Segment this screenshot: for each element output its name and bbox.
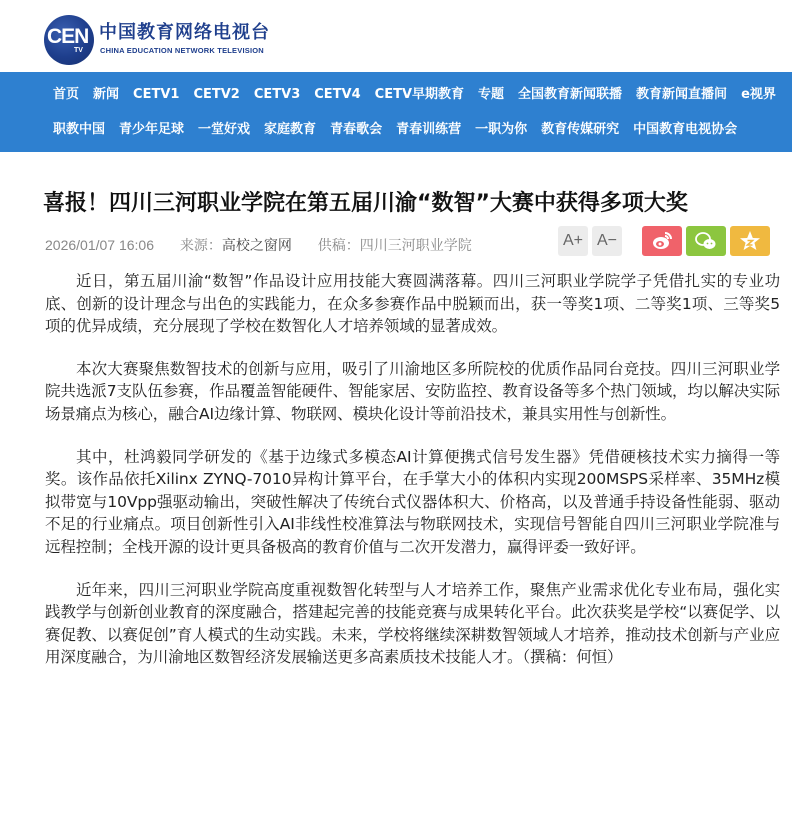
contributor-label: 供稿： (317, 237, 360, 253)
nav-item-cetv-association[interactable]: 中国教育电视协会 (633, 122, 738, 137)
wechat-icon (694, 229, 718, 253)
share-wechat-button[interactable] (686, 226, 726, 256)
nav-item-education-media-research[interactable]: 教育传媒研究 (541, 122, 620, 137)
logo-english-name: CHINA EDUCATION NETWORK TELEVISION (100, 46, 264, 55)
source-label: 来源： (179, 237, 222, 253)
nav-item-youth-concert[interactable]: 青春歌会 (330, 122, 383, 137)
article-paragraph: 近年来，四川三河职业学院高度重视数智化转型与人才培养工作，聚焦产业需求优化专业布局，强化实践教学与创新创业教育的深度融合，搭建起完善的技能竞赛与成果转化平台。此次获奖是学校“以赛促学、以赛促教、以赛促创”育人模式的生动实践。未来，学校将继续深耕数智领域人才培养，推动技术创新与产业应用深度融合，为川渝地区数智经济发展输送更多高素质技术技能人才。（撰稿：何恒） (45, 580, 780, 667)
contributor (318, 237, 472, 253)
nav-row-primary (53, 86, 790, 104)
font-increase-button[interactable]: A+ (558, 226, 588, 256)
nav-item-news[interactable]: 新闻 (93, 87, 120, 102)
nav-item-national-education-news[interactable]: 全国教育新闻联播 (518, 87, 623, 102)
nav-item-cetv-early-education[interactable]: CETV早期教育 (374, 87, 465, 102)
font-decrease-button[interactable]: A− (592, 226, 622, 256)
contributor-value: 四川三河职业学院 (359, 237, 472, 253)
nav-item-career-for-you[interactable]: 一职为你 (475, 122, 528, 137)
share-qzone-button[interactable] (730, 226, 770, 256)
nav-item-vocational-china[interactable]: 职教中国 (53, 122, 106, 137)
article-meta (45, 235, 494, 255)
nav-item-youth-football[interactable]: 青少年足球 (119, 122, 185, 137)
nav-item-e-vision[interactable]: e视界 (741, 87, 776, 102)
main-nav (0, 72, 792, 152)
logo-mark: CEN (47, 25, 89, 48)
nav-item-family-education[interactable]: 家庭教育 (264, 122, 317, 137)
nav-item-youth-camp[interactable]: 青春训练营 (396, 122, 462, 137)
site-header (0, 0, 792, 72)
nav-item-good-class[interactable]: 一堂好戏 (198, 122, 251, 137)
article-body (45, 270, 780, 689)
cetv-logo-icon[interactable] (44, 15, 94, 65)
source (180, 237, 292, 253)
nav-item-cetv2[interactable]: CETV2 (193, 87, 240, 102)
source-value: 高校之窗网 (221, 237, 292, 253)
nav-row-secondary (53, 121, 751, 139)
qzone-icon (738, 229, 762, 253)
article-paragraph: 其中，杜鸿毅同学研发的《基于边缘式多模态AI计算便携式信号发生器》凭借硬核技术实力摘得一等奖。该作品依托Xilinx ZYNQ-7010异构计算平台，在手掌大小的体积内实现200MSPS采样率、35MHz模拟带宽与10Vpp强驱动输出，突破性解决了传统台式仪器体积大、价格高，以及普通手持设备性能弱、驱动不足的行业痛点。项目创新性引入AI非线性校准算法与物联网技术，实现信号智能自四川三河职业学院准与远程控制；全栈开源的设计更具备极高的教育价值与二次开发潜力，赢得评委一致好评。 (45, 447, 780, 556)
nav-item-cetv3[interactable]: CETV3 (253, 87, 301, 102)
nav-item-education-news-live[interactable]: 教育新闻直播间 (636, 87, 728, 102)
article-paragraph: 本次大赛聚焦数智技术的创新与应用，吸引了川渝地区多所院校的优质作品同台竞技。四川三河职业学院共选派7支队伍参赛，作品覆盖智能硬件、智能家居、安防监控、教育设备等多个热门领域，均以解决实际场景痛点为核心，融合AI边缘计算、物联网、模块化设计等前沿技术，兼具实用性与创新性。 (45, 359, 780, 423)
nav-item-cetv1[interactable]: CETV1 (133, 87, 180, 102)
nav-item-topics[interactable]: 专题 (478, 87, 505, 102)
share-weibo-button[interactable] (642, 226, 682, 256)
logo-chinese-name[interactable]: 中国教育网络电视台 (99, 22, 270, 43)
publish-datetime: 2026/01/07 16:06 (45, 237, 154, 253)
logo-sub: TV (74, 47, 83, 54)
nav-item-home[interactable]: 首页 (53, 87, 80, 102)
nav-item-cetv4[interactable]: CETV4 (314, 87, 361, 102)
weibo-icon (650, 229, 674, 253)
article-title: 喜报！四川三河职业学院在第五届川渝“数智”大赛中获得多项大奖 (43, 191, 688, 216)
article-paragraph: 近日，第五届川渝“数智”作品设计应用技能大赛圆满落幕。四川三河职业学院学子凭借扎实的专业功底、创新的设计理念与出色的实践能力，在众多参赛作品中脱颖而出，获一等奖1项、二等奖1项、三等奖5项的优异成绩，充分展现了学校在数智化人才培养领域的显著成效。 (45, 272, 780, 336)
